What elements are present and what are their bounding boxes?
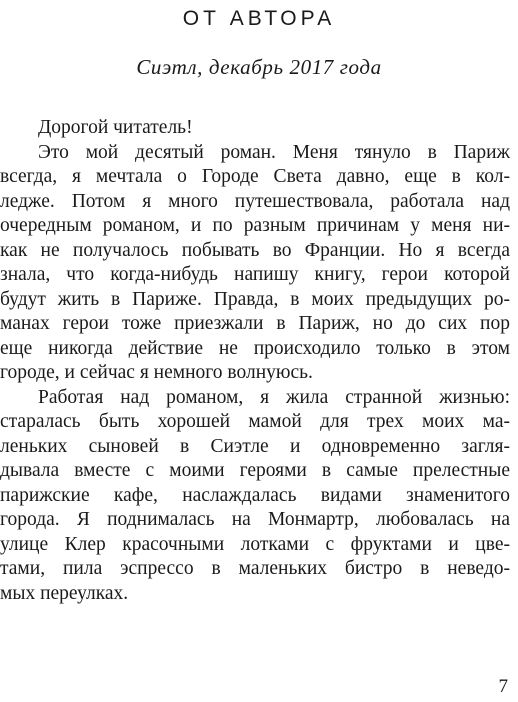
text-line: городе, и сейчас я немного волнуюсь. [0, 362, 313, 383]
text-line: еще никогда действие не происходило только в этом [0, 337, 510, 359]
text-line: будут жить в Париже. Правда, в моих предыдущих ро- [0, 288, 510, 310]
text-line: дывала вместе с моими героями в самые прелестные [0, 460, 510, 481]
paragraph-2 [0, 386, 510, 607]
text-line: леньких сыновей в Сиэтле и одновременно загля- [0, 435, 510, 457]
chapter-heading: ОТ АВТОРА [182, 7, 336, 30]
dateline: Сиэтл, декабрь 2017 года [136, 55, 382, 79]
text-line: старалась быть хорошей мамой для трех моих ма- [0, 411, 510, 432]
text-line: как не получалось побывать во Франции. Но я всегда [0, 239, 510, 261]
text-line: ледже. Потом я много путешествовала, работала над [0, 190, 510, 212]
text-line: мых переулках. [0, 582, 129, 604]
text-line: знала, что когда-нибудь напишу книгу, герои которой [0, 264, 510, 285]
text-line: Работая над романом, я жила странной жизнью: [38, 386, 510, 408]
text-line: Это мой десятый роман. Меня тянуло в Париж [38, 141, 510, 163]
salutation: Дорогой читатель! [38, 117, 193, 138]
text-line: города. Я поднималась на Монмартр, любовалась на [0, 509, 510, 530]
body-text [0, 116, 510, 606]
text-line: всегда, я мечтала о Городе Света давно, еще в кол- [0, 166, 510, 187]
text-line: парижские кафе, наслаждалась видами знаменитого [0, 484, 510, 506]
page-number: 7 [498, 676, 508, 697]
text-line: манах герои тоже приезжали в Париж, но до сих пор [0, 313, 510, 334]
text-line: улице Клер красочными лотками с фруктами и цве- [0, 533, 510, 555]
paragraph-1 [0, 141, 510, 386]
text-line: тами, пила эспрессо в маленьких бистро в неведо- [0, 558, 510, 579]
text-line: очередным романом, и по разным причинам у меня ни- [0, 215, 510, 236]
